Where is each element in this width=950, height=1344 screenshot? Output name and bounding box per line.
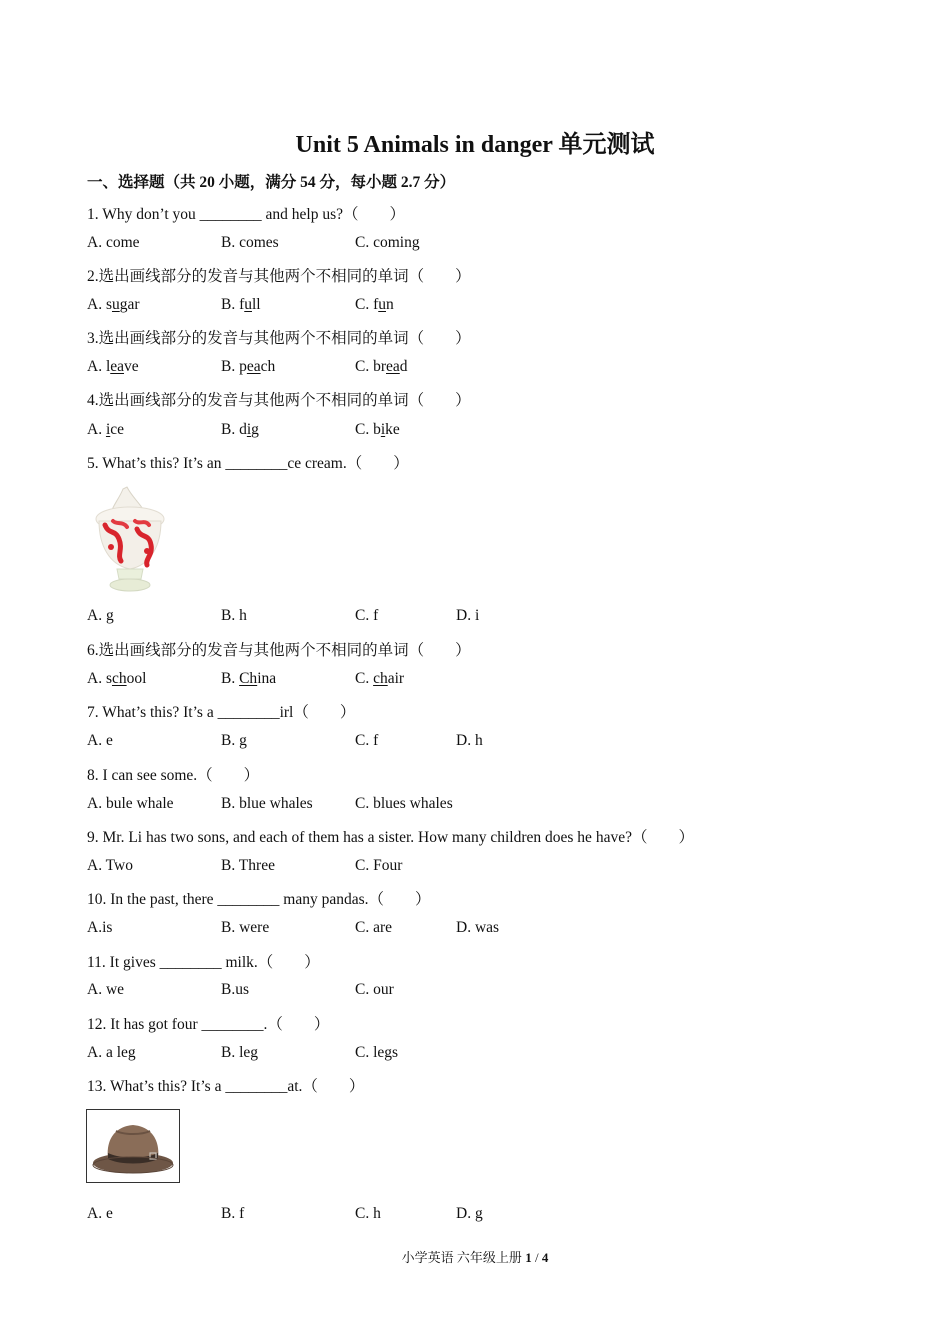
option-a[interactable] <box>87 670 146 688</box>
page-total: 4 <box>541 1250 549 1265</box>
option-a[interactable]: A. e <box>87 732 113 749</box>
option-c[interactable] <box>355 670 404 688</box>
section-heading: 一、选择题（共 20 小题，满分 54 分，每小题 2.7 分） <box>87 174 456 191</box>
option-c[interactable]: C. h <box>355 1205 381 1222</box>
option-c[interactable] <box>355 421 400 439</box>
option-text: A. s <box>87 296 112 313</box>
question-2: 2.选出画线部分的发音与其他两个不相同的单词（ ） <box>87 268 471 285</box>
option-b[interactable]: B. were <box>221 919 270 936</box>
question-7: 7. What’s this? It’s a ________irl（ ） <box>87 704 356 721</box>
option-text: ke <box>385 421 400 438</box>
underlined-part: i <box>246 421 252 438</box>
option-a[interactable] <box>87 421 124 439</box>
question-12: 12. It has got four ________.（ ） <box>87 1016 330 1033</box>
option-text: g <box>251 421 259 438</box>
option-c[interactable]: C. Four <box>355 857 403 874</box>
option-a[interactable] <box>87 296 140 314</box>
option-b[interactable]: B. g <box>221 732 247 749</box>
option-text: n <box>386 296 394 313</box>
option-b[interactable]: B. comes <box>221 234 279 251</box>
option-text: A. <box>87 421 106 438</box>
options-13 <box>87 1205 787 1225</box>
option-b[interactable]: B. h <box>221 607 247 624</box>
option-b[interactable]: B. blue whales <box>221 795 313 812</box>
options-9 <box>87 857 787 877</box>
option-text: ina <box>257 670 277 687</box>
underlined-part: Ch <box>239 670 258 687</box>
option-text: air <box>387 670 405 687</box>
underlined-part: ea <box>110 358 125 375</box>
option-c[interactable]: C. our <box>355 981 394 998</box>
option-text: ce <box>110 421 125 438</box>
page-separator: / <box>531 1250 542 1265</box>
options-6 <box>87 670 787 690</box>
underlined-part: ea <box>246 358 261 375</box>
question-4: 4.选出画线部分的发音与其他两个不相同的单词（ ） <box>87 392 471 409</box>
option-text: B. p <box>221 358 247 375</box>
option-c[interactable] <box>355 296 394 314</box>
option-b[interactable]: B. f <box>221 1205 245 1222</box>
option-c[interactable]: C. legs <box>355 1044 399 1061</box>
option-b[interactable] <box>221 421 259 439</box>
underlined-part: ch <box>373 670 388 687</box>
options-11 <box>87 981 787 1001</box>
option-c[interactable]: C. f <box>355 607 379 624</box>
question-6: 6.选出画线部分的发音与其他两个不相同的单词（ ） <box>87 642 471 659</box>
page-number: 1 <box>525 1250 532 1265</box>
option-a[interactable]: A. bule whale <box>87 795 174 812</box>
options-5 <box>87 607 787 627</box>
option-text: C. f <box>355 296 379 313</box>
option-d[interactable]: D. i <box>456 607 480 624</box>
question-11: 11. It gives ________ milk.（ ） <box>87 954 320 971</box>
question-1: 1. Why don’t you ________ and help us?（ ） <box>87 206 406 223</box>
option-a[interactable] <box>87 358 139 376</box>
option-b[interactable]: B.us <box>221 981 249 998</box>
ice-cream-image <box>87 485 173 593</box>
option-c[interactable]: C. f <box>355 732 379 749</box>
underlined-part: ea <box>386 358 400 375</box>
option-a[interactable]: A. e <box>87 1205 113 1222</box>
option-a[interactable]: A. come <box>87 234 140 251</box>
question-5: 5. What’s this? It’s an ________ce cream.（ ） <box>87 455 409 472</box>
option-text: A. s <box>87 670 112 687</box>
options-4 <box>87 421 787 441</box>
options-8 <box>87 795 787 815</box>
option-a[interactable]: A.is <box>87 919 113 936</box>
underlined-part: u <box>244 296 252 313</box>
question-10: 10. In the past, there ________ many pandas.（ ） <box>87 891 431 908</box>
option-text: ve <box>124 358 139 375</box>
options-2 <box>87 296 787 316</box>
underlined-part: i <box>380 421 386 438</box>
underlined-part: u <box>111 296 120 313</box>
question-9: 9. Mr. Li has two sons, and each of them has a sister. How many children does he have?（ ） <box>87 829 694 846</box>
page-footer <box>0 1247 950 1266</box>
option-text: ool <box>126 670 147 687</box>
option-text: B. <box>221 670 240 687</box>
option-b[interactable]: B. Three <box>221 857 275 874</box>
option-text: A. l <box>87 358 111 375</box>
option-a[interactable]: A. we <box>87 981 125 998</box>
option-text: ll <box>252 296 261 313</box>
option-b[interactable]: B. leg <box>221 1044 259 1061</box>
option-c[interactable]: C. coming <box>355 234 420 251</box>
options-3 <box>87 358 787 378</box>
option-d[interactable]: D. h <box>456 732 483 749</box>
question-3: 3.选出画线部分的发音与其他两个不相同的单词（ ） <box>87 330 471 347</box>
option-d[interactable]: D. g <box>456 1205 483 1222</box>
option-d[interactable]: D. was <box>456 919 500 936</box>
hat-image <box>86 1109 180 1183</box>
option-b[interactable] <box>221 296 261 314</box>
option-a[interactable]: A. a leg <box>87 1044 136 1061</box>
option-text: d <box>399 358 408 375</box>
options-12 <box>87 1044 787 1064</box>
footer-label: 小学英语 六年级上册 <box>401 1250 526 1265</box>
question-8: 8. I can see some.（ ） <box>87 767 260 784</box>
option-a[interactable]: A. g <box>87 607 114 624</box>
option-text: gar <box>119 296 140 313</box>
underlined-part: u <box>378 296 386 313</box>
page-title: Unit 5 Animals in danger 单元测试 <box>295 132 655 158</box>
option-c[interactable]: C. are <box>355 919 393 936</box>
options-1 <box>87 234 787 254</box>
option-b[interactable] <box>221 670 276 688</box>
option-text: C. <box>355 670 374 687</box>
option-text: C. br <box>355 358 386 375</box>
question-13: 13. What’s this? It’s a ________at.（ ） <box>87 1078 365 1095</box>
underlined-part: i <box>105 421 111 438</box>
option-a[interactable]: A. Two <box>87 857 133 874</box>
option-text: ch <box>260 358 276 375</box>
option-b[interactable] <box>221 358 275 376</box>
option-text: B. d <box>221 421 247 438</box>
option-c[interactable]: C. blues whales <box>355 795 453 812</box>
underlined-part: ch <box>111 670 127 687</box>
options-7 <box>87 732 787 752</box>
option-text: B. f <box>221 296 245 313</box>
options-10 <box>87 919 787 939</box>
option-text: C. b <box>355 421 381 438</box>
option-c[interactable] <box>355 358 408 376</box>
